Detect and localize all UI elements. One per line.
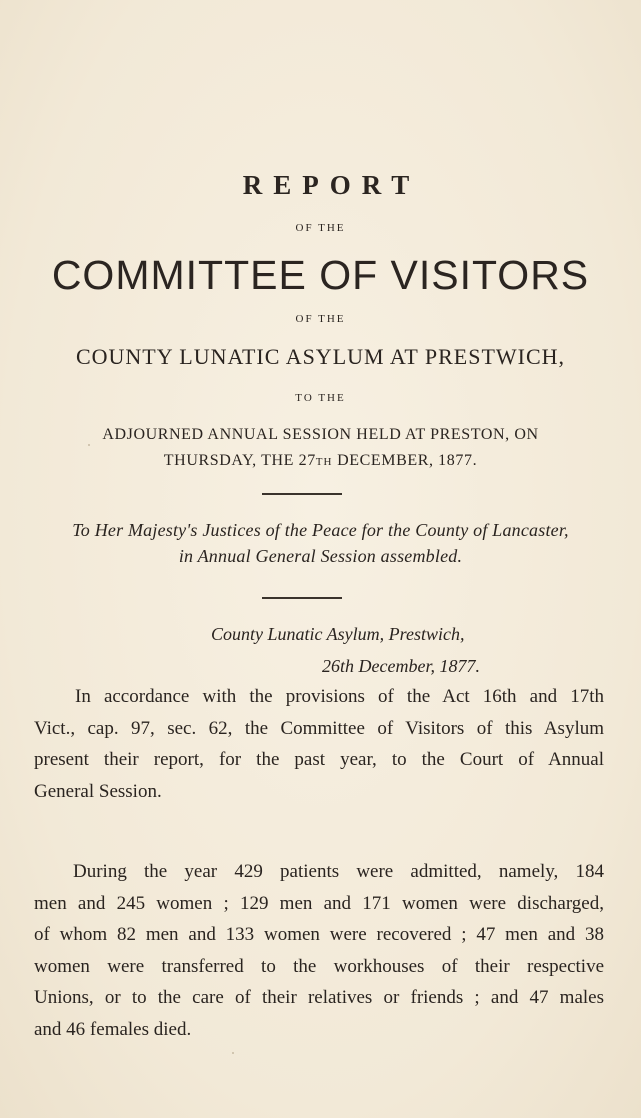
dateline-date: 26th December, 1877.	[322, 656, 480, 676]
address-line-2: in Annual General Session assembled.	[178, 546, 463, 566]
address-line-1: To Her Majesty's Justices of the Peace for the County of Lancaster,	[72, 520, 569, 540]
paragraph-line: During the year 429 patients were admitted, namely, 184	[73, 861, 604, 882]
paragraph-line: General Session.	[34, 780, 162, 802]
paragraph-1	[34, 681, 604, 807]
paragraph-line: In accordance with the provisions of the Act 16th and 17th	[75, 686, 604, 707]
paper-speck	[232, 1052, 234, 1054]
paragraph-line: and 46 females died.	[34, 1018, 192, 1040]
paragraph-line: present their report, for the past year, to the Court of Annual	[34, 749, 604, 770]
paragraph-line: of whom 82 men and 133 women were recovered ; 47 men and 38	[34, 924, 604, 945]
session-line-2: THURSDAY, THE 27TH DECEMBER, 1877.	[163, 452, 478, 469]
divider-rule-2	[262, 597, 342, 599]
paragraph-line: Vict., cap. 97, sec. 62, the Committee of Visitors of this Asylum	[34, 717, 604, 739]
asylum-title: COUNTY LUNATIC ASYLUM AT PRESTWICH,	[75, 344, 566, 369]
dateline-place: County Lunatic Asylum, Prestwich,	[211, 624, 465, 644]
paper-speck	[88, 444, 90, 446]
paragraph-line: Unions, or to the care of their relatives or friends ; and 47 males	[34, 987, 604, 1008]
divider-rule	[262, 493, 342, 495]
of-the-label: OF THE	[295, 222, 346, 234]
paragraph-line: men and 245 women ; 129 men and 171 women were discharged,	[34, 892, 604, 914]
to-the-label: TO THE	[295, 392, 346, 404]
committee-title: COMMITTEE OF VISITORS	[51, 252, 590, 298]
of-the-label-2: OF THE	[295, 313, 346, 325]
paragraph-2	[34, 856, 604, 1045]
paragraph-line: women were transferred to the workhouses of their respective	[34, 955, 604, 977]
session-line-1: ADJOURNED ANNUAL SESSION HELD AT PRESTON, ON	[102, 426, 539, 443]
report-title: REPORT	[242, 170, 421, 200]
